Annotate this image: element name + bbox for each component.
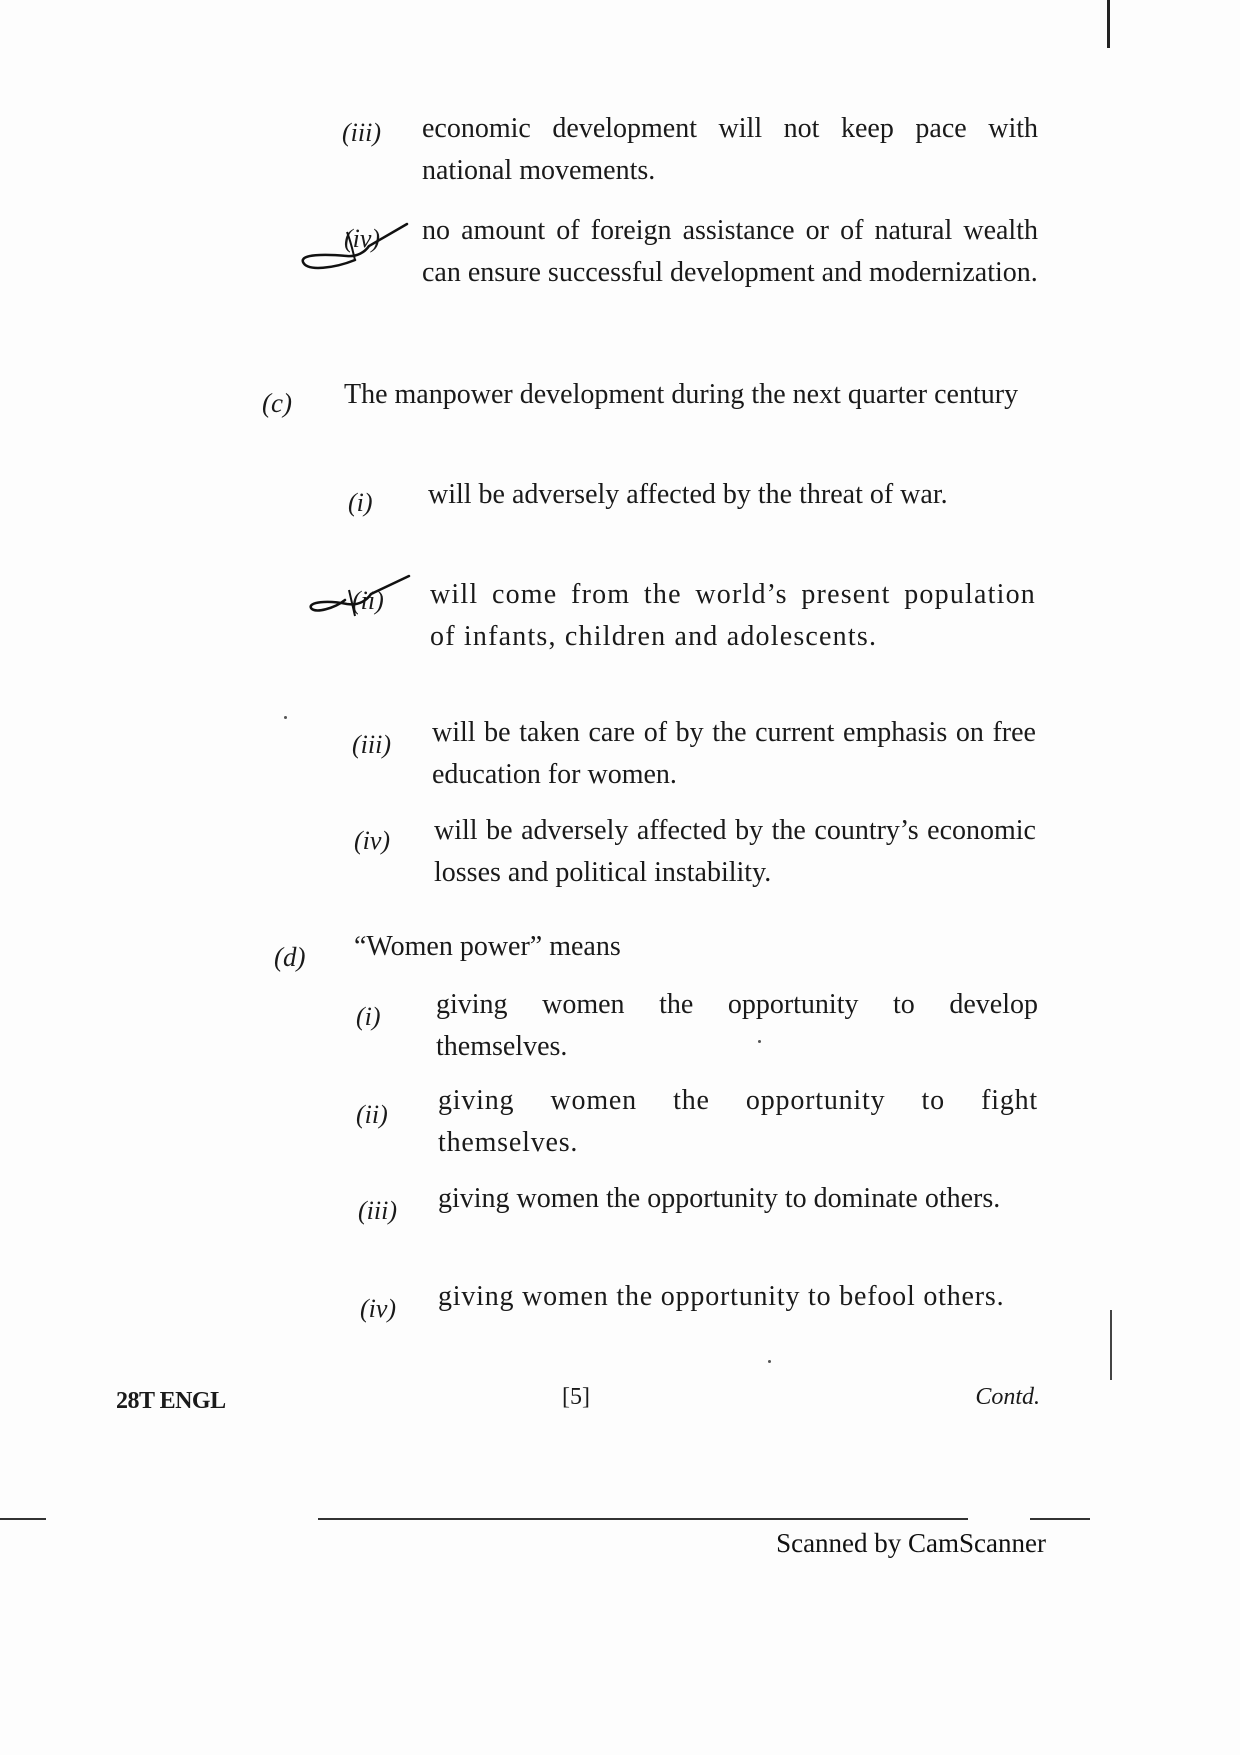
option-number: (iv) xyxy=(344,224,381,253)
option-number: (iii) xyxy=(352,730,391,759)
scan-edge-line xyxy=(1110,1310,1112,1380)
option-text: giving women the opportunity to dominate others. xyxy=(438,1183,1001,1214)
option-text: will be adversely affected by the country’s economic losses and political instability. xyxy=(434,815,1036,888)
option-text: will be adversely affected by the threat of war. xyxy=(428,479,948,510)
option-text: will come from the world’s present population of infants, children and adolescents. xyxy=(430,579,1036,652)
paper-code: 28T ENGL xyxy=(116,1388,226,1414)
scan-edge-line xyxy=(1107,0,1110,48)
option-number: (ii) xyxy=(356,1100,388,1129)
option-number: (i) xyxy=(356,1002,381,1031)
scan-speck xyxy=(758,1040,761,1043)
continued-label: Contd. xyxy=(975,1384,1040,1410)
bottom-rule xyxy=(318,1518,968,1520)
question-number: (c) xyxy=(262,388,292,418)
option-text: no amount of foreign assistance or of natural wealth can ensure successful development and modernization. xyxy=(422,215,1038,288)
option-number: (iv) xyxy=(360,1294,397,1323)
scan-speck xyxy=(284,716,287,719)
question-text: The manpower development during the next quarter century xyxy=(344,379,1019,410)
option-number: (ii) xyxy=(352,586,384,615)
option-number: (iii) xyxy=(342,118,381,147)
question-text: “Women power” means xyxy=(354,931,621,962)
option-text: giving women the opportunity to develop themselves. xyxy=(436,989,1038,1062)
bottom-rule xyxy=(0,1518,46,1520)
page-number: [5] xyxy=(562,1384,590,1410)
bottom-rule xyxy=(1030,1518,1090,1520)
question-number: (d) xyxy=(274,942,306,972)
option-number: (i) xyxy=(348,488,373,517)
option-text: giving women the opportunity to fight themselves. xyxy=(438,1085,1038,1158)
option-number: (iii) xyxy=(358,1196,397,1225)
option-text: will be taken care of by the current emphasis on free education for women. xyxy=(432,717,1036,790)
scan-speck xyxy=(768,1360,771,1363)
option-text: giving women the opportunity to befool others. xyxy=(438,1281,1005,1312)
option-text: economic development will not keep pace with national movements. xyxy=(422,113,1038,186)
option-number: (iv) xyxy=(354,826,391,855)
scanner-watermark: Scanned by CamScanner xyxy=(776,1528,1046,1558)
